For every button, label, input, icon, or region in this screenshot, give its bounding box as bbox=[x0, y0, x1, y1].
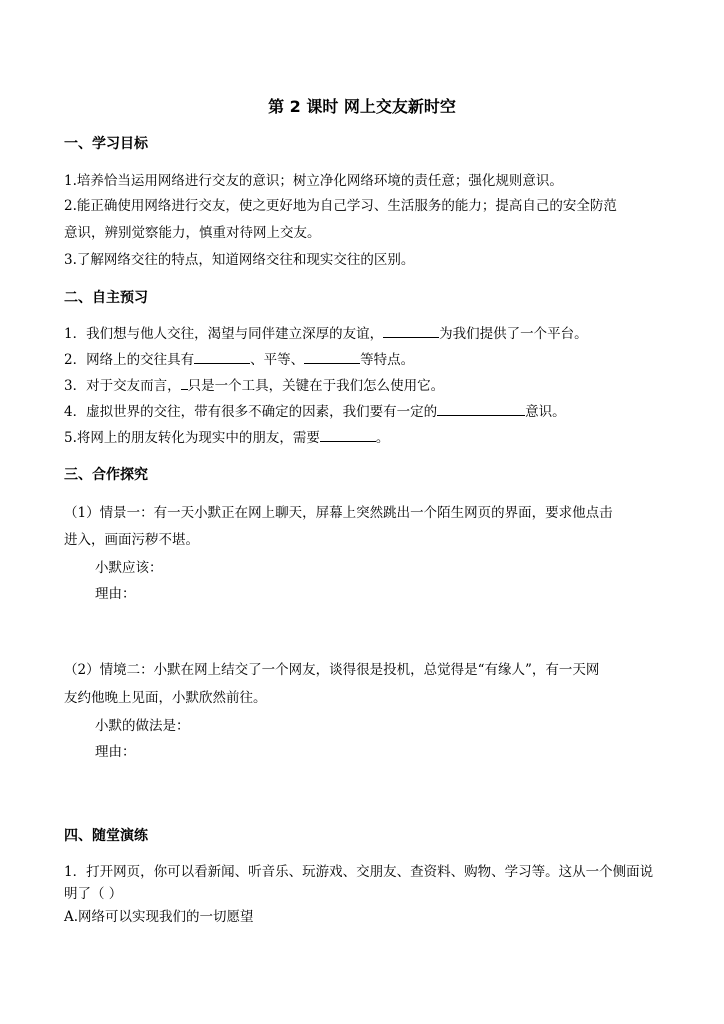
q2-blank-2[interactable] bbox=[304, 349, 360, 364]
preview-question-3 bbox=[64, 375, 684, 396]
q3-text-after: 只是一个工具，关键在于我们怎么使用它。 bbox=[187, 378, 445, 394]
page-title: 第 2 课时 网上交友新时空 bbox=[268, 97, 456, 116]
preview-question-1 bbox=[64, 323, 684, 344]
section-heading-practice: 四、随堂演练 bbox=[64, 828, 148, 844]
scenario-2-prompt: 小默的做法是： bbox=[95, 718, 190, 734]
practice-question-1-line-2: 明了（ ） bbox=[64, 886, 123, 902]
scenario-1-line-2: 进入，画面污秽不堪。 bbox=[64, 532, 199, 548]
q2-text-3: 等特点。 bbox=[360, 352, 415, 368]
q2-blank-1[interactable] bbox=[194, 349, 250, 364]
scenario-2-reason: 理由： bbox=[95, 744, 136, 760]
section-heading-objectives: 一、学习目标 bbox=[64, 136, 148, 152]
objective-line-3: 意识，辨别觉察能力，慎重对待网上交友。 bbox=[64, 225, 321, 241]
objective-line-2: 2.能正确使用网络进行交友，使之更好地为自己学习、生活服务的能力；提高自己的安全防范 bbox=[64, 198, 617, 214]
practice-option-a: A.网络可以实现我们的一切愿望 bbox=[64, 909, 254, 925]
preview-question-4 bbox=[64, 401, 684, 422]
objective-line-1: 1.培养恰当运用网络进行交友的意识；树立净化网络环境的责任意；强化规则意识。 bbox=[64, 173, 563, 189]
q1-text-after: 为我们提供了一个平台。 bbox=[439, 326, 588, 342]
q3-blank[interactable] bbox=[181, 375, 188, 390]
preview-question-2 bbox=[64, 349, 684, 370]
q1-text-before: 1．我们想与他人交往，渴望与同伴建立深厚的友谊， bbox=[64, 326, 384, 342]
objective-line-4: 3.了解网络交往的特点，知道网络交往和现实交往的区别。 bbox=[64, 252, 415, 268]
section-heading-cooperative: 三、合作探究 bbox=[64, 467, 148, 483]
scenario-1-prompt: 小默应该： bbox=[95, 560, 163, 576]
q4-text-after: 意识。 bbox=[525, 404, 566, 420]
q5-blank[interactable] bbox=[320, 427, 376, 442]
section-heading-preview: 二、自主预习 bbox=[64, 290, 148, 306]
scenario-2-line-1: （2）情境二：小默在网上结交了一个网友，谈得很是投机，总觉得是“有缘人”，有一天网 bbox=[64, 662, 600, 678]
q3-text-before: 3．对于交友而言， bbox=[64, 378, 181, 394]
q5-text-before: 5.将网上的朋友转化为现实中的朋友，需要 bbox=[64, 430, 320, 446]
scenario-2-line-2: 友约他晚上见面，小默欣然前往。 bbox=[64, 690, 267, 706]
q2-text-1: 2．网络上的交往具有 bbox=[64, 352, 195, 368]
q1-blank[interactable] bbox=[383, 323, 439, 338]
practice-question-1-line-1: 1．打开网页，你可以看新闻、听音乐、玩游戏、交朋友、查资料、购物、学习等。这从一个侧面说 bbox=[64, 864, 654, 880]
scenario-1-line-1: （1）情景一：有一天小默正在网上聊天，屏幕上突然跳出一个陌生网页的界面，要求他点击 bbox=[64, 505, 613, 521]
q5-text-after: 。 bbox=[375, 430, 390, 446]
q4-blank[interactable] bbox=[437, 401, 525, 416]
q2-text-2: 、平等、 bbox=[250, 352, 305, 368]
scenario-1-reason: 理由： bbox=[95, 586, 136, 602]
preview-question-5 bbox=[64, 427, 684, 448]
q4-text-before: 4．虚拟世界的交往，带有很多不确定的因素，我们要有一定的 bbox=[64, 404, 438, 420]
